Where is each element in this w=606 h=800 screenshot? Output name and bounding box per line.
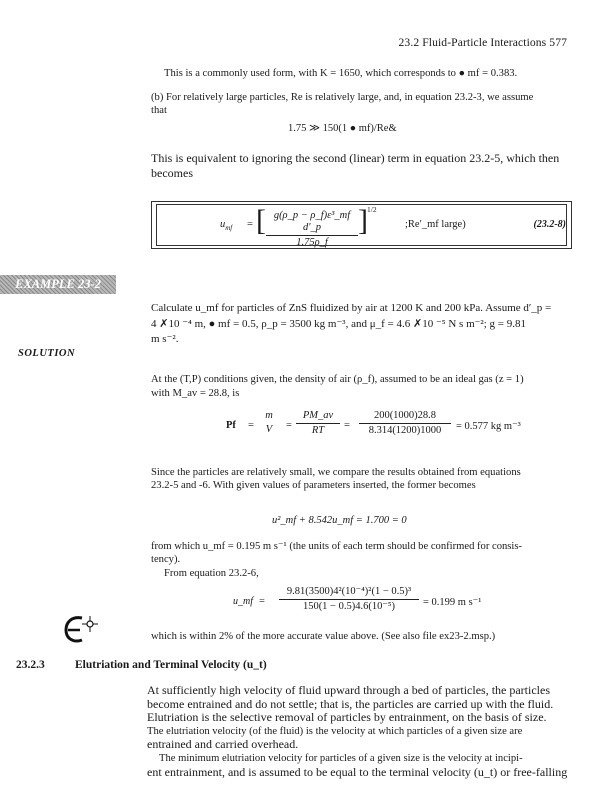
from-line2: tency). [151,554,181,565]
density-frac2: $\frac{PM\_av}{RT}$ [296,410,340,437]
density-eq2: = [286,420,292,431]
software-file-icon [60,612,100,646]
elut-line: entrained and carried overhead. [147,737,299,752]
example-line3: m s⁻². [151,333,179,345]
para-equiv-line2: becomes [151,166,193,180]
solution-line2: with M_av = 28.8, is [151,388,240,399]
right-bracket: ] [358,204,368,237]
eq-numerator: g(ρ_p − ρ_f)ε³_mf d′_p [266,210,358,236]
since-line1: Since the particles are relatively small, we compare the results obtained from equations [151,467,521,478]
elut-line: The elutriation velocity (of the fluid) is the velocity at which particles of a given size are [147,725,523,737]
left-bracket: [ [256,204,266,237]
equation-number: (23.2-8) [533,219,566,230]
from-line1: from which u_mf = 0.195 m s⁻¹ (the units of each term should be confirmed for consis- [151,541,523,552]
eq-large-re: 1.75 ≫ 150(1 ● mf)/Re& [288,123,397,134]
from-eq-line: From equation 23.2-6, [164,568,259,579]
density-frac3: $\frac{200(1000)28.8}{8.314(1200)1000}$ [359,410,451,437]
example-line1: Calculate u_mf for particles of ZnS fluidized by air at 1200 K and 200 kPa. Assume d′_p = [151,302,552,314]
density-frac1: m V [265,410,273,435]
solution-line1: At the (T,P) conditions given, the density of air (ρ_f), assumed to be an ideal gas (z = 1) [151,374,524,385]
eq-quadratic: u²_mf + 8.542u_mf = 1.700 = 0 [272,515,407,526]
running-head: 23.2 Fluid-Particle Interactions 577 [398,36,567,49]
umf-eq: = [259,596,265,607]
elutriation-paragraph [147,684,574,779]
density-eq3: = [344,420,350,431]
umf-result: = 0.199 m s⁻¹ [423,597,482,608]
density-eq1: = [248,420,254,431]
eq-equals: = [247,219,253,230]
eq-power: 1/2 [367,205,377,214]
elut-line: At sufficiently high velocity of fluid upward through a bed of particles, the particles [147,683,551,697]
elut-line: The minimum elutriation velocity for particles of a given size is the velocity at incipi- [159,752,523,764]
equation-box-23-2-8 [151,201,572,249]
solution-label: SOLUTION [18,348,76,359]
para-b-line2: that [151,105,167,116]
elut-line: become entrained and do not settle; that is, the particles are carried up with the fluid. [147,696,554,711]
eq-condition: ;Re′_mf large) [405,219,466,230]
para-intro: This is a commonly used form, with K = 1650, which corresponds to ● mf = 0.383. [164,68,518,79]
eq-lhs: $u_{mf}$ [220,219,233,233]
eq-denominator: 1.75ρ_f [296,237,328,248]
umf-lhs: u_mf [233,596,253,607]
within-line: which is within 2% of the more accurate value above. (See also file ex23-2.msp.) [151,631,496,642]
elut-line: ent entrainment, and is assumed to be equal to the terminal velocity (u_t) or free-falling [147,764,568,779]
density-result: = 0.577 kg m⁻³ [456,421,521,432]
para-equiv-line1: This is equivalent to ignoring the second (linear) term in equation 23.2-5, which then [151,151,560,165]
density-lhs: Pf [226,420,236,431]
section-heading [16,659,267,671]
since-line2: 23.2-5 and -6. With given values of parameters inserted, the former becomes [151,480,476,491]
equation-umf [233,586,573,620]
umf-fraction: $\frac{\text{9.81(3500)4²(10⁻⁴)²(1 − 0.5)³}}{\text{150(1 − 0.5)4.6(10⁻⁵)}}$ [279,586,419,613]
example-line2: 4 ✗10 ⁻⁴ m, ● mf = 0.5, ρ_p = 3500 kg m⁻³, and μ_f = 4.6 ✗10 ⁻⁵ N s m⁻²; g = 9.81 [151,318,526,330]
example-banner: EXAMPLE 23-2 [0,275,116,294]
eq-fraction [266,210,358,249]
para-b-line1: (b) For relatively large particles, Re is relatively large, and, in equation 23.2-3, we assume [151,92,534,103]
elut-line: Elutriation is the selective removal of particles by entrainment, on the basis of size. [147,710,547,725]
section-number: 23.2.3 [16,659,45,671]
equation-density [226,410,556,444]
section-title: Elutriation and Terminal Velocity (u_t) [75,659,267,671]
